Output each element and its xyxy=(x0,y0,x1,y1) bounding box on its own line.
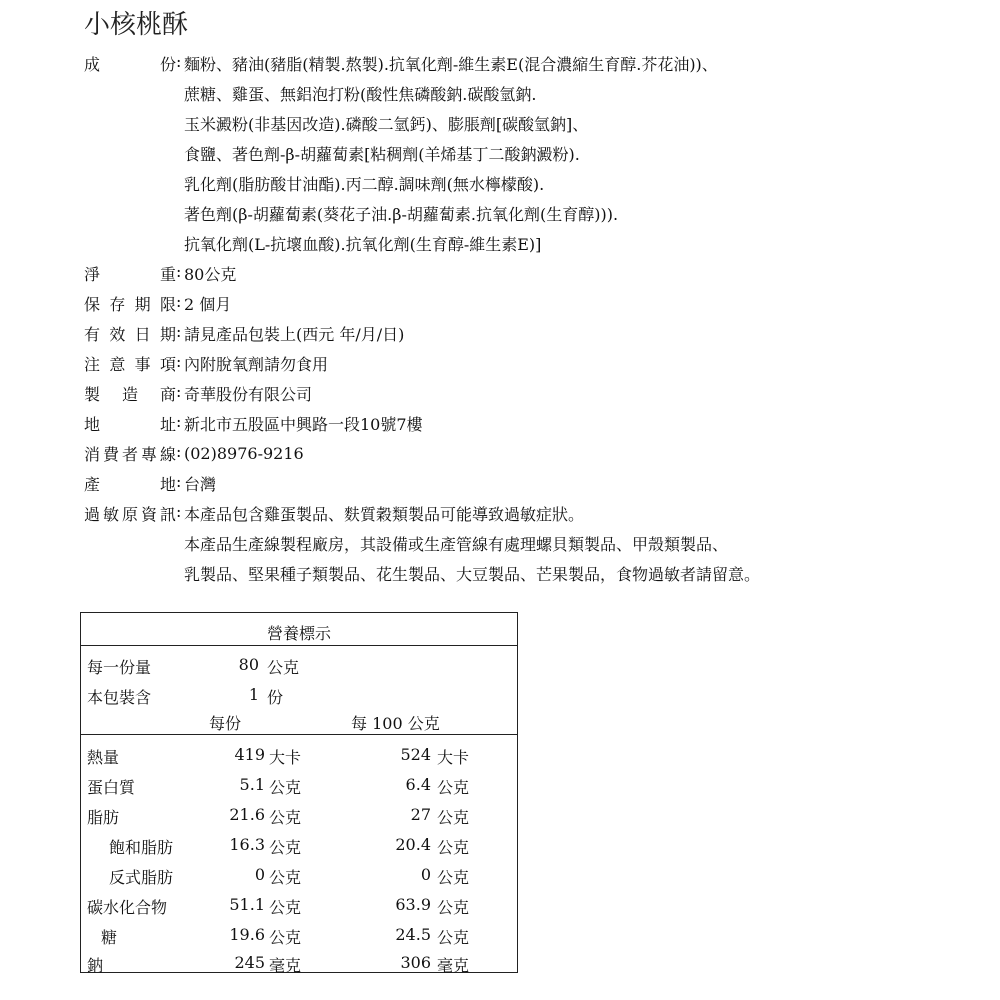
hotline-row: 消費者專線 : (02)8976-9216 xyxy=(84,441,304,464)
field-value: 內附脫氧劑請勿食用 xyxy=(184,354,329,374)
nutrient-unit: 公克 xyxy=(269,808,302,827)
nutrient-row-sodium xyxy=(81,947,517,977)
field-label: 消費者專線 xyxy=(84,444,176,464)
nutrient-unit-100g: 公克 xyxy=(437,898,470,917)
nutrient-value-100g: 524 xyxy=(400,745,431,764)
nutrient-unit: 公克 xyxy=(269,898,302,917)
nutrient-name: 脂肪 xyxy=(87,808,120,827)
nutrient-unit-100g: 大卡 xyxy=(437,748,470,767)
nutrient-value-100g: 20.4 xyxy=(395,835,431,854)
nutrient-unit: 公克 xyxy=(269,868,302,887)
nutrient-name: 鈉 xyxy=(87,956,104,975)
nutrient-value: 245 xyxy=(234,953,265,972)
allergen-line-row xyxy=(84,528,984,558)
nutrient-unit-100g: 公克 xyxy=(437,928,470,947)
net-weight-row: 淨重 : 80公克 xyxy=(84,261,237,284)
allergen-line-row xyxy=(84,558,984,588)
product-title: 小核桃酥 xyxy=(84,10,189,40)
allergen-label: 過敏原資訊 xyxy=(84,504,176,524)
nutrient-unit: 毫克 xyxy=(269,956,302,975)
nutrient-unit-100g: 毫克 xyxy=(437,956,470,975)
divider xyxy=(81,645,517,646)
nutrient-value: 21.6 xyxy=(229,805,265,824)
nutrient-row-saturated-fat xyxy=(81,829,517,859)
allergen-line: 本產品生產線製程廠房，其設備或生產管線有處理螺貝類製品、甲殼類製品、 xyxy=(184,534,729,554)
nutrition-title: 營養標示 xyxy=(266,624,331,643)
field-label: 注意事項 xyxy=(84,354,176,374)
nutrient-value: 419 xyxy=(234,745,265,764)
allergen-line: 乳製品、堅果種子類製品、花生製品、大豆製品、芒果製品，食物過敏者請留意。 xyxy=(184,564,761,584)
field-value: 80公克 xyxy=(184,264,237,284)
nutrient-value-100g: 63.9 xyxy=(395,895,431,914)
allergen-row: 過敏原資訊 : 本產品包含雞蛋製品、麩質穀類製品可能導致過敏症狀。 xyxy=(84,501,585,524)
nutrient-unit: 大卡 xyxy=(269,748,302,767)
field-value: 請見產品包裝上(西元 年/月/日) xyxy=(184,324,405,344)
ingredients-label: 成份 xyxy=(84,54,176,74)
nutrient-unit-100g: 公克 xyxy=(437,808,470,827)
ingredients-line-row xyxy=(84,198,984,228)
field-value: (02)8976-9216 xyxy=(184,443,304,463)
serving-unit: 公克 xyxy=(267,658,300,677)
ingredients-line: 抗氧化劑(L-抗壞血酸).抗氧化劑(生育醇-維生素E)] xyxy=(184,234,542,254)
nutrient-unit-100g: 公克 xyxy=(437,868,470,887)
field-value: 台灣 xyxy=(184,474,217,494)
ingredients-line-row xyxy=(84,168,984,198)
field-value: 新北市五股區中興路一段10號7樓 xyxy=(184,414,423,434)
ingredients-line: 著色劑(β-胡蘿蔔素(葵花子油.β-胡蘿蔔素.抗氧化劑(生育醇))). xyxy=(184,204,619,224)
field-label: 淨重 xyxy=(84,264,176,284)
ingredients-line-row xyxy=(84,108,984,138)
col-per-100g: 每 100 公克 xyxy=(351,714,440,733)
nutrient-unit: 公克 xyxy=(269,928,302,947)
nutrient-row-trans-fat xyxy=(81,859,517,889)
ingredients-line: 食鹽、著色劑-β-胡蘿蔔素[粘稠劑(羊烯基丁二酸鈉澱粉). xyxy=(184,144,580,164)
field-value: 2 個月 xyxy=(184,294,232,314)
manufacturer-row: 製造商 : 奇華股份有限公司 xyxy=(84,381,313,404)
field-value: 奇華股份有限公司 xyxy=(184,384,313,404)
ingredients-line: 蔗糖、雞蛋、無鋁泡打粉(酸性焦磷酸鈉.碳酸氫鈉. xyxy=(184,84,537,104)
expiry-date-row: 有效日期 : 請見產品包裝上(西元 年/月/日) xyxy=(84,321,405,344)
ingredients-line: 麵粉、豬油(豬脂(精製.熬製).抗氧化劑-維生素E(混合濃縮生育醇.芥花油))、 xyxy=(184,54,718,74)
serving-size-row xyxy=(81,649,517,679)
address-row: 地址 : 新北市五股區中興路一段10號7樓 xyxy=(84,411,423,434)
ingredients-line: 乳化劑(脂肪酸甘油酯).丙二醇.調味劑(無水檸檬酸). xyxy=(184,174,545,194)
nutrient-unit: 公克 xyxy=(269,778,302,797)
nutrient-name: 碳水化合物 xyxy=(87,898,168,917)
ingredients-line-row xyxy=(84,78,984,108)
nutrient-name: 反式脂肪 xyxy=(109,868,174,887)
nutrient-name: 熱量 xyxy=(87,748,120,767)
serving-label: 每一份量 xyxy=(87,658,152,677)
nutrient-value: 5.1 xyxy=(239,775,265,794)
notes-row: 注意事項 : 內附脫氧劑請勿食用 xyxy=(84,351,329,374)
serving-value: 80 xyxy=(238,655,259,674)
origin-row: 產地 : 台灣 xyxy=(84,471,217,494)
nutrient-row-protein xyxy=(81,769,517,799)
column-header-row xyxy=(81,705,517,735)
field-label: 有效日期 xyxy=(84,324,176,344)
nutrient-row-sugar xyxy=(81,919,517,949)
nutrient-value: 19.6 xyxy=(229,925,265,944)
nutrient-value-100g: 306 xyxy=(400,953,431,972)
nutrient-unit: 公克 xyxy=(269,838,302,857)
col-per-serving: 每份 xyxy=(209,714,242,733)
nutrient-value-100g: 24.5 xyxy=(395,925,431,944)
field-label: 產地 xyxy=(84,474,176,494)
divider xyxy=(81,734,517,735)
nutrient-value-100g: 27 xyxy=(410,805,431,824)
nutrient-row-carbohydrate xyxy=(81,889,517,919)
ingredients-row: 成份 : 麵粉、豬油(豬脂(精製.熬製).抗氧化劑-維生素E(混合濃縮生育醇.芥花油))、 xyxy=(84,51,718,74)
nutrient-value: 51.1 xyxy=(229,895,265,914)
servings-unit: 份 xyxy=(267,688,284,707)
field-label: 製造商 xyxy=(84,384,176,404)
ingredients-line-row xyxy=(84,228,984,258)
shelf-life-row: 保存期限 : 2 個月 xyxy=(84,291,232,314)
ingredients-line-row xyxy=(84,138,984,168)
nutrient-name: 蛋白質 xyxy=(87,778,136,797)
nutrient-value-100g: 6.4 xyxy=(405,775,431,794)
servings-value: 1 xyxy=(248,685,259,704)
nutrient-value-100g: 0 xyxy=(420,865,431,884)
ingredients-line: 玉米澱粉(非基因改造).磷酸二氫鈣)、膨脹劑[碳酸氫鈉]、 xyxy=(184,114,589,134)
nutrient-name: 飽和脂肪 xyxy=(109,838,174,857)
servings-label: 本包裝含 xyxy=(87,688,152,707)
nutrient-value: 0 xyxy=(254,865,265,884)
field-label: 保存期限 xyxy=(84,294,176,314)
field-label: 地址 xyxy=(84,414,176,434)
nutrient-unit-100g: 公克 xyxy=(437,778,470,797)
product-info xyxy=(84,48,984,588)
nutrient-value: 16.3 xyxy=(229,835,265,854)
nutrient-name: 糖 xyxy=(101,928,118,947)
nutrient-unit-100g: 公克 xyxy=(437,838,470,857)
nutrient-row-energy xyxy=(81,739,517,769)
nutrition-table xyxy=(80,612,518,973)
allergen-line: 本產品包含雞蛋製品、麩質穀類製品可能導致過敏症狀。 xyxy=(184,504,585,524)
nutrient-row-fat xyxy=(81,799,517,829)
